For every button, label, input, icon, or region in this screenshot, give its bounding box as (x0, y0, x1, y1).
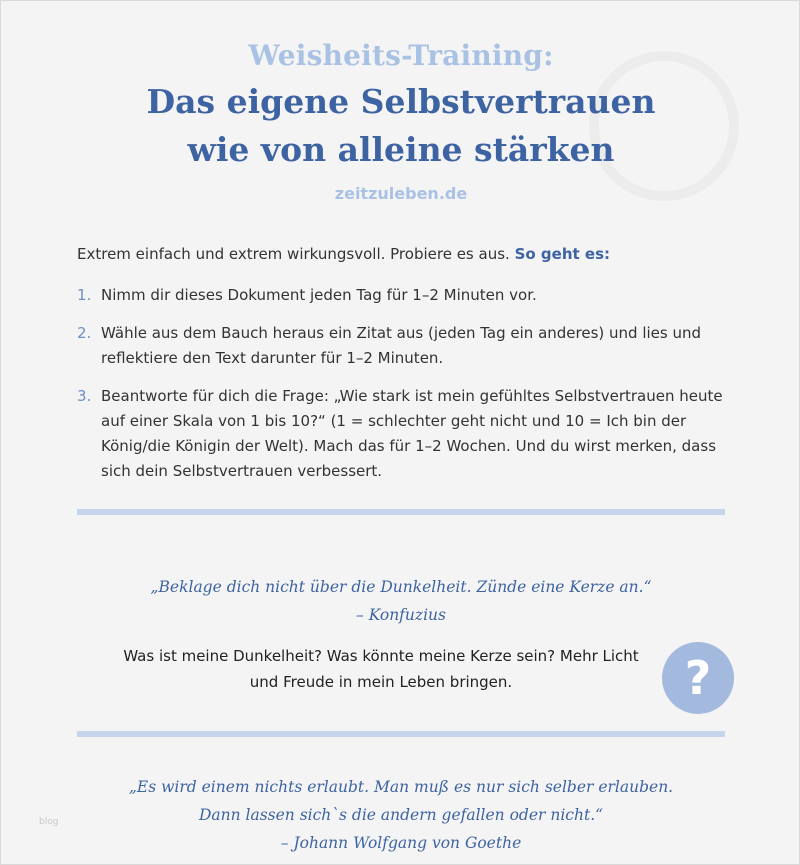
quote-confucius (1, 573, 800, 629)
watermark: blog (39, 817, 59, 827)
list-item (77, 321, 727, 371)
quote-goethe (1, 773, 800, 857)
list-item (77, 283, 727, 308)
intro-emphasis: So geht es: (514, 245, 610, 263)
list-item (77, 384, 727, 484)
step-number: 1. (77, 286, 92, 304)
divider (77, 509, 725, 515)
quote-line-1: „Es wird einem nichts erlaubt. Man muß es nur sich selber erlauben. (128, 778, 674, 796)
intro-text: Extrem einfach und extrem wirkungsvoll. Probiere es aus. (77, 245, 515, 263)
divider (77, 731, 725, 737)
header (1, 39, 800, 203)
quote-text: „Beklage dich nicht über die Dunkelheit. Zünde eine Kerze an.“ (150, 578, 652, 596)
quote-author: – Johann Wolfgang von Goethe (280, 834, 522, 852)
title-line-2: wie von alleine stärken (187, 130, 615, 169)
step-text: Wähle aus dem Bauch heraus ein Zitat aus (jeden Tag ein anderes) und lies und reflektiere den Text darunter für 1–2 Minuten. (101, 324, 701, 367)
intro (77, 243, 727, 265)
step-text: Nimm dir dieses Dokument jeden Tag für 1–2 Minuten vor. (101, 286, 537, 304)
reflection-line-2: und Freude in mein Leben bringen. (249, 673, 513, 691)
question-mark-glyph: ? (684, 651, 712, 705)
site-name: zeitzuleben.de (334, 184, 468, 203)
title-line-1: Das eigene Selbstvertrauen (146, 82, 656, 121)
step-text: Beantworte für dich die Frage: „Wie stark ist mein gefühltes Selbstvertrauen heute auf einer Skala von 1 bis 10?“ (1 = schlechter geht nicht und 10 = Ich bin der König/die Königin der Welt). Mach das für 1–2 Wochen. Und du wirst merken, dass sich dein Selbstvertrauen verbessert. (101, 387, 723, 480)
step-number: 2. (77, 324, 92, 342)
steps-list (77, 283, 727, 497)
kicker: Weisheits-Training: (248, 39, 554, 72)
reflection-line-1: Was ist meine Dunkelheit? Was könnte meine Kerze sein? Mehr Licht (123, 647, 639, 665)
reflection-text (121, 643, 641, 695)
quote-line-2: Dann lassen sich`s die andern gefallen oder nicht.“ (198, 806, 604, 824)
quote-author: – Konfuzius (356, 606, 446, 624)
page-title (1, 78, 800, 174)
question-mark-icon (662, 642, 734, 714)
step-number: 3. (77, 387, 92, 405)
